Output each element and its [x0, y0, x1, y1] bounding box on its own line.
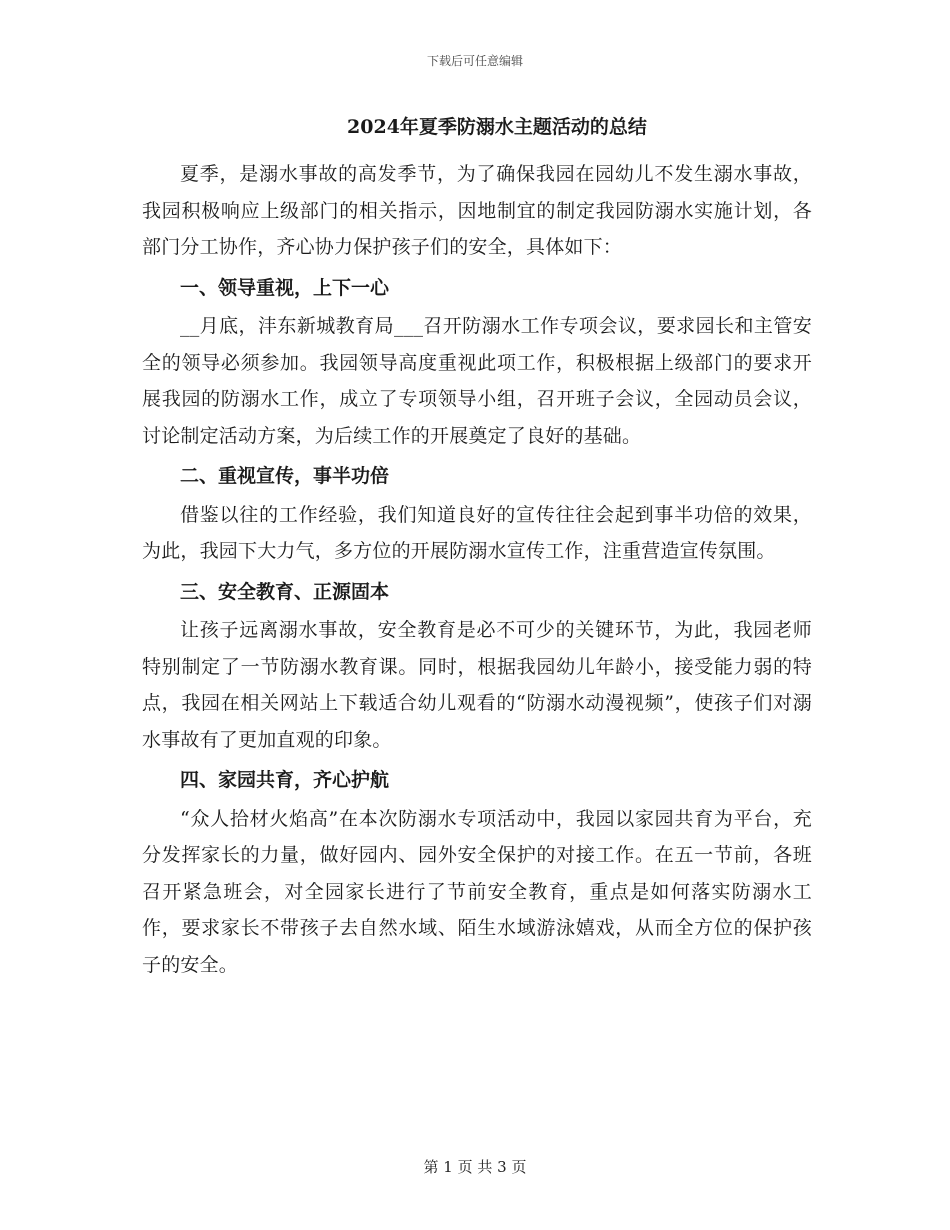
header-note: 下载后可任意编辑	[426, 54, 523, 68]
document-body	[142, 112, 812, 983]
section-body-3: 让孩子远离溺水事故，安全教育是必不可少的关键环节，为此，我园老师特别制定了一节防溺水教育课。同时，根据我园幼儿年龄小，接受能力弱的特点，我园在相关网站上下载适合幼儿观看的“防溺水动漫视频”，使孩子们对溺水事故有了更加直观的印象。	[142, 619, 812, 751]
intro-paragraph: 夏季，是溺水事故的高发季节，为了确保我园在园幼儿不发生溺水事故，我园积极响应上级部门的相关指示，因地制宜的制定我园防溺水实施计划，各部门分工协作，齐心协力保护孩子们的安全，具体如下：	[142, 163, 812, 258]
section-body-2: 借鉴以往的工作经验，我们知道良好的宣传往往会起到事半功倍的效果，为此，我园下大力气，多方位的开展防溺水宣传工作，注重营造宣传氛围。	[142, 503, 812, 562]
section-body-4: “众人拾材火焰高”在本次防溺水专项活动中，我园以家园共育为平台，充分发挥家长的力量，做好园内、园外安全保护的对接工作。在五一节前，各班召开紧急班会，对全园家长进行了节前安全教育，重点是如何落实防溺水工作，要求家长不带孩子去自然水域、陌生水域游泳嬉戏，从而全方位的保护孩子的安全。	[142, 807, 812, 976]
section-heading-3: 三、安全教育、正源固本	[180, 580, 390, 603]
section-heading-1: 一、领导重视，上下一心	[180, 276, 390, 299]
section-heading-4: 四、家园共育，齐心护航	[180, 769, 390, 791]
document-title: 2024年夏季防溺水主题活动的总结	[347, 116, 647, 138]
section-heading-2: 二、重视宣传，事半功倍	[180, 465, 390, 487]
page-number: 第 1 页 共 3 页	[423, 1158, 527, 1176]
section-body-1: __月底，沣东新城教育局___召开防溺水工作专项会议，要求园长和主管安全的领导必须参加。我园领导高度重视此项工作，积极根据上级部门的要求开展我园的防溺水工作，成立了专项领导小组，召开班子会议，全园动员会议，讨论制定活动方案，为后续工作的开展奠定了良好的基础。	[142, 315, 812, 447]
